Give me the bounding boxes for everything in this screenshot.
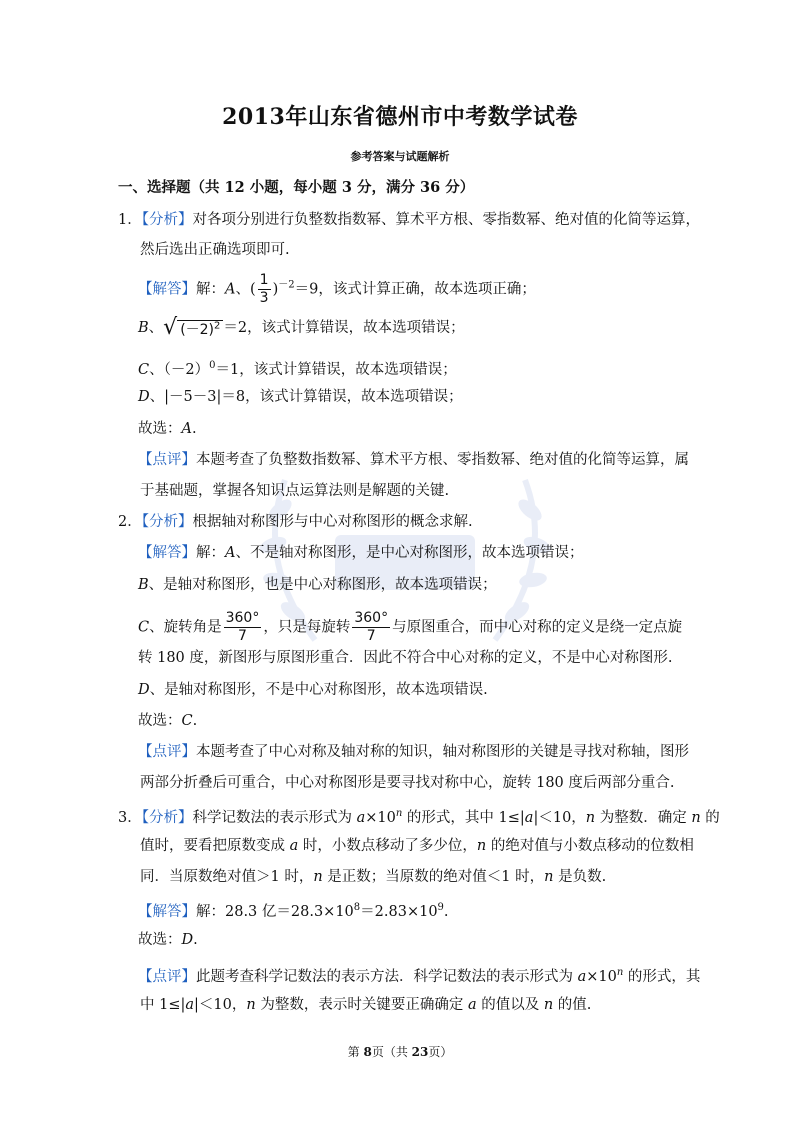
answer-text: ，只是每旋转 (263, 619, 351, 636)
choose-label: 故选： (138, 713, 182, 729)
analysis-text: 为整数．确定 (595, 809, 692, 826)
q3-comment-line2 (140, 995, 591, 1015)
comment-text: |＜10， (194, 997, 247, 1013)
analysis-text: 对各项分别进行负整数指数幂、算术平方根、零指数幂、绝对值的化简等运算， (192, 212, 700, 228)
analysis-text: |＜10， (533, 809, 586, 826)
option-letter: D (138, 682, 150, 698)
math-var-a: a (577, 968, 587, 985)
option-letter: D (138, 389, 150, 405)
q2-answer-a (138, 543, 583, 563)
fraction-denominator: 3 (259, 290, 269, 306)
q1-answer-b (138, 316, 465, 340)
footer-text: 第 (347, 1045, 364, 1059)
q1-analysis-line2: 然后选出正确选项即可. (140, 242, 290, 258)
exponent: 2 (214, 320, 221, 331)
analysis-text: ×10 (365, 809, 396, 826)
footer-text: 页（共 (371, 1045, 412, 1059)
comment-text: 此题考查科学记数法的表示方法．科学记数法的表示形式为 (196, 968, 578, 985)
option-letter: C (138, 619, 150, 636)
answer-tag: 【解答】 (138, 545, 196, 561)
math-var-n: n (691, 809, 701, 826)
answer-text: 与原图重合，而中心对称的定义是绕一定点旋 (392, 619, 683, 636)
section-heading: 一、选择题（共 12 小题，每小题 3 分，满分 36 分） (118, 179, 475, 196)
radical-sign-icon: √ (163, 314, 178, 340)
analysis-text: 科学记数法的表示形式为 (192, 809, 357, 826)
math-var-n: n (313, 869, 323, 885)
answer-text: 、|－5－3|＝8，该式计算错误，故本选项错误； (149, 389, 463, 405)
page-footer (0, 1043, 800, 1060)
answer-tag: 【解答】 (138, 281, 196, 298)
q2-answer-d (138, 680, 488, 700)
q1-comment-line2: 于基础题，掌握各知识点运算法则是解题的关键. (140, 483, 450, 499)
radicand (177, 320, 223, 338)
math-var-n: n (544, 869, 554, 885)
page-subtitle: 参考答案与试题解析 (350, 150, 450, 163)
comment-text: 本题考查了负整数指数幂、算术平方根、零指数幂、绝对值的化简等运算，属 (196, 452, 689, 468)
analysis-tag: 【分析】 (141, 514, 193, 530)
comment-text: ×10 (586, 968, 617, 985)
footer-text: 页） (428, 1045, 453, 1059)
q1-answer-a (138, 272, 536, 307)
math-var-n: n (246, 997, 256, 1013)
math-var-n: n (395, 808, 403, 819)
analysis-tag: 【分析】 (141, 809, 193, 826)
option-letter: B (138, 577, 149, 593)
exponent: 8 (353, 902, 361, 913)
period: . (192, 713, 198, 729)
answer-text: 、旋转角是 (149, 619, 222, 636)
exponent: 9 (437, 902, 444, 913)
math-var-n: n (585, 809, 596, 826)
q1-analysis-line1 (118, 210, 700, 230)
q3-analysis-line2 (140, 836, 694, 856)
q2-answer-c (138, 610, 682, 645)
fraction-numerator: 1 (259, 272, 269, 288)
fraction-denominator: 7 (238, 628, 247, 644)
comment-tag: 【点评】 (138, 452, 196, 468)
q1-choose (138, 419, 197, 439)
chosen-option: D (181, 932, 194, 948)
math-var-n: n (543, 997, 554, 1013)
answer-text: 、（－2） (149, 361, 210, 378)
analysis-text: 是负数. (553, 869, 607, 885)
choose-label: 故选： (138, 421, 182, 437)
period: . (193, 932, 198, 948)
q3-answer (138, 898, 449, 922)
q3-choose (138, 930, 198, 950)
math-var-n: n (616, 967, 624, 978)
analysis-text: 的 (700, 809, 720, 826)
analysis-text: 的绝对值与小数点移动的位数相 (486, 838, 694, 854)
fraction-numerator: 360° (354, 610, 389, 626)
answer-text: 、是轴对称图形，也是中心对称图形，故本选项错误； (148, 577, 497, 593)
answer-prefix: 解： (196, 281, 225, 298)
option-letter: B (138, 319, 149, 336)
option-letter: A (225, 281, 236, 298)
comment-text: 的值以及 (476, 997, 544, 1013)
answer-text: ＝9，该式计算正确，故本选项正确； (294, 281, 536, 298)
fraction-360-over-7 (352, 610, 390, 645)
comment-tag: 【点评】 (138, 744, 196, 760)
square-root (163, 316, 223, 340)
q1-comment-line1 (138, 450, 689, 470)
chosen-option: A (181, 421, 192, 437)
paren-close: ) (272, 281, 279, 298)
period: . (443, 903, 449, 920)
q1-answer-c (138, 356, 457, 380)
comment-text: 的值. (553, 997, 592, 1013)
math-var-n: n (476, 838, 487, 854)
comment-text: 中 1≤| (140, 997, 186, 1013)
comment-text: 的形式，其 (623, 968, 701, 985)
separator: 、 (148, 319, 164, 336)
q2-analysis-line1 (118, 512, 473, 532)
answer-text: ＝2.83×10 (360, 903, 438, 920)
analysis-text: 的形式，其中 1≤| (402, 809, 525, 826)
question-number: 1． (118, 212, 142, 228)
math-var-a: a (356, 809, 366, 826)
option-letter: C (138, 361, 150, 378)
analysis-text: 根据轴对称图形与中心对称图形的概念求解. (192, 514, 473, 530)
q2-comment-line1 (138, 742, 689, 762)
answer-text: 解：28.3 亿＝28.3×10 (196, 903, 354, 920)
answer-prefix: 解： (196, 545, 225, 561)
q1-answer-d (138, 387, 463, 407)
page-title: 2013年山东省德州市中考数学试卷 (222, 104, 578, 130)
chosen-option: C (181, 713, 193, 729)
answer-text: 、不是轴对称图形，是中心对称图形，故本选项错误； (235, 545, 584, 561)
q3-analysis-line3 (140, 867, 606, 887)
question-number: 3． (118, 809, 142, 826)
comment-text: 本题考查了中心对称及轴对称的知识，轴对称图形的关键是寻找对称轴，图形 (196, 744, 689, 760)
answer-text: ＝1，该式计算错误，故本选项错误； (215, 361, 457, 378)
q3-analysis-line1 (118, 804, 720, 828)
comment-tag: 【点评】 (138, 968, 196, 985)
math-var-a: a (524, 809, 534, 826)
q2-choose (138, 711, 197, 731)
radicand-base: (－2) (180, 321, 215, 338)
answer-text: ＝2，该式计算错误，故本选项错误； (223, 319, 465, 336)
analysis-tag: 【分析】 (141, 212, 193, 228)
question-number: 2． (118, 514, 142, 530)
fraction-numerator: 360° (225, 610, 260, 626)
fraction-one-third (258, 272, 271, 307)
exponent: －2 (278, 279, 295, 291)
exponent: 0 (209, 360, 216, 371)
answer-text: 、是轴对称图形，不是中心对称图形，故本选项错误. (149, 682, 488, 698)
q2-answer-b (138, 575, 497, 595)
answer-tag: 【解答】 (138, 903, 196, 920)
period: . (191, 421, 197, 437)
analysis-text: 同．当原数绝对值＞1 时， (140, 869, 314, 885)
fraction-360-over-7 (224, 610, 262, 645)
analysis-text: 值时，要看把原数变成 (140, 838, 290, 854)
option-letter: A (225, 545, 236, 561)
paren-open: 、( (235, 281, 256, 298)
page-number: 8 (363, 1045, 372, 1059)
fraction-denominator: 7 (366, 628, 376, 644)
math-var-a: a (467, 997, 477, 1013)
page-total: 23 (411, 1045, 429, 1059)
choose-label: 故选： (138, 932, 182, 948)
q2-answer-c-line2: 转 180 度，新图形与原图形重合．因此不符合中心对称的定义，不是中心对称图形. (138, 650, 673, 666)
comment-text: 为整数，表示时关键要正确确定 (255, 997, 468, 1013)
analysis-text: 是正数；当原数的绝对值＜1 时， (322, 869, 545, 885)
math-var-a: a (185, 997, 195, 1013)
q3-comment-line1 (138, 963, 700, 987)
q2-comment-line2: 两部分折叠后可重合，中心对称图形是要寻找对称中心，旋转 180 度后两部分重合. (140, 775, 675, 791)
analysis-text: 时，小数点移动了多少位， (298, 838, 477, 854)
math-var-a: a (289, 838, 299, 854)
